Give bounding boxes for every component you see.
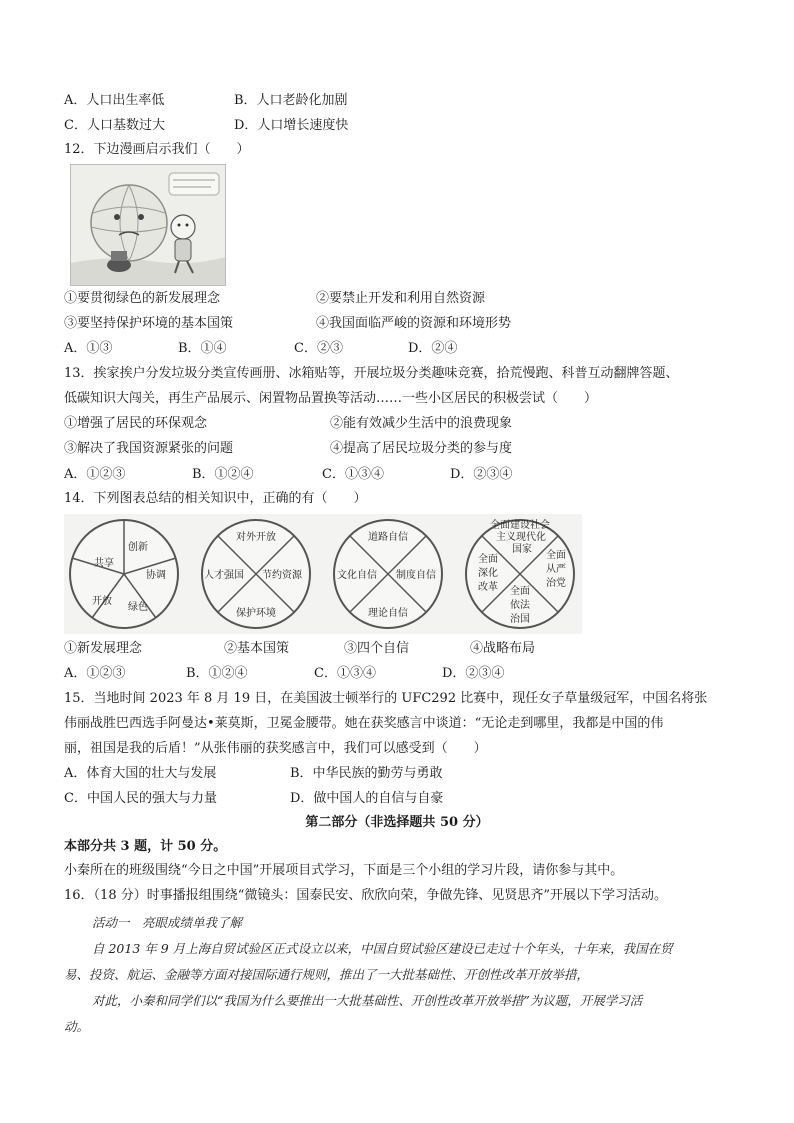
q13-statement-3: ③解决了我国资源紧张的问题 bbox=[64, 441, 234, 456]
q12-statement-1: ①要贯彻绿色的新发展理念 bbox=[64, 291, 221, 306]
q14-caption-3: ③四个自信 bbox=[344, 641, 410, 656]
part2-intro: 小秦所在的班级围绕“今日之中国”开展项目式学习，下面是三个小组的学习片段，请你参与其中。 bbox=[64, 863, 624, 878]
q13-statement-4: ④提高了居民垃圾分类的参与度 bbox=[330, 441, 513, 456]
wheel3-label-2: 文化自信 bbox=[337, 570, 377, 581]
wheel-four-confidences bbox=[334, 520, 442, 628]
wheel4-top-2: 主义现代化 bbox=[496, 532, 546, 543]
q14-option-a: A．①②③ bbox=[64, 666, 126, 681]
q12-statement-3: ③要坚持保护环境的基本国策 bbox=[64, 316, 234, 331]
q15-option-c: C．中国人民的强大与力量 bbox=[64, 791, 217, 806]
q15-option-d: D．做中国人的自信与自豪 bbox=[290, 791, 444, 806]
wheel4-bottom-2: 依法 bbox=[510, 600, 530, 611]
q16-paragraph-2-line-2: 动。 bbox=[64, 1019, 90, 1034]
q14-caption-1: ①新发展理念 bbox=[64, 641, 143, 656]
q11-option-d: D．人口增长速度快 bbox=[234, 118, 349, 133]
wheel2-label-2: 人才强国 bbox=[204, 570, 244, 581]
q15-stem-line-3: 丽，祖国是我的后盾！”从张伟丽的获奖感言中，我们可以感受到（ ） bbox=[64, 741, 487, 756]
q11-option-a: A．人口出生率低 bbox=[64, 93, 165, 108]
q12-option-b: B．①④ bbox=[178, 341, 227, 356]
q12-stem: 12．下边漫画启示我们（ ） bbox=[64, 142, 250, 157]
wheel4-bottom-1: 全面 bbox=[510, 586, 530, 597]
q15-option-a: A．体育大国的壮大与发展 bbox=[64, 766, 217, 781]
q13-statement-1: ①增强了居民的环保观念 bbox=[64, 416, 208, 431]
wheel3-label-4: 理论自信 bbox=[368, 608, 408, 619]
q12-statement-2: ②要禁止开发和利用自然资源 bbox=[316, 291, 486, 306]
q12-option-c: C．②③ bbox=[294, 341, 343, 356]
q12-statement-4: ④我国面临严峻的资源和环境形势 bbox=[316, 316, 512, 331]
wheel2-label-1: 对外开放 bbox=[236, 532, 276, 543]
q15-option-b: B．中华民族的勤劳与勇敢 bbox=[290, 766, 443, 781]
q14-stem: 14．下列图表总结的相关知识中，正确的有（ ） bbox=[64, 491, 367, 506]
q11-option-b: B．人口老龄化加剧 bbox=[234, 93, 348, 108]
wheel2-label-4: 保护环境 bbox=[236, 608, 276, 619]
part2-note: 本部分共 3 题，计 50 分。 bbox=[64, 839, 227, 854]
q14-option-c: C．①③④ bbox=[314, 666, 376, 681]
cartoon-image bbox=[70, 164, 226, 286]
q12-option-a: A．①③ bbox=[64, 341, 113, 356]
q12-option-d: D．②④ bbox=[408, 341, 458, 356]
wheel-strategic-layout bbox=[466, 518, 574, 628]
q13-statement-2: ②能有效减少生活中的浪费现象 bbox=[330, 416, 513, 431]
q16-activity-title: 活动一 亮眼成绩单我了解 bbox=[92, 915, 243, 930]
wheel-new-development-concept bbox=[70, 520, 178, 628]
q16-stem: 16．（18 分）时事播报组围绕“微镜头：国泰民安、欣欣向荣，争做先锋、见贤思齐”开展以下学习活动。 bbox=[64, 888, 668, 903]
wheel3-label-3: 制度自信 bbox=[396, 570, 436, 581]
wheel-basic-national-policy bbox=[202, 520, 310, 628]
q11-option-c: C．人口基数过大 bbox=[64, 118, 165, 133]
wheel4-right-3: 治党 bbox=[546, 578, 566, 589]
q14-caption-4: ④战略布局 bbox=[470, 641, 536, 656]
q14-option-b: B．①②④ bbox=[186, 666, 248, 681]
q13-option-d: D．②③④ bbox=[450, 467, 513, 482]
wheel3-label-1: 道路自信 bbox=[368, 532, 408, 543]
wheel4-right-2: 从严 bbox=[546, 564, 566, 575]
wheel2-label-3: 节约资源 bbox=[262, 570, 302, 581]
q13-option-b: B．①②④ bbox=[192, 467, 254, 482]
q16-paragraph-1-line-1: 自 2013 年 9 月上海自贸试验区正式设立以来，中国自贸试验区建设已走过十个年头，十年来，我国在贸 bbox=[92, 941, 673, 956]
wheel1-label-4: 开放 bbox=[92, 596, 112, 607]
concept-wheels-diagram bbox=[64, 514, 582, 634]
wheel4-top-1: 全面建设社会 bbox=[490, 520, 550, 531]
q13-stem-line-1: 13．挨家挨户分发垃圾分类宣传画册、冰箱贴等，开展垃圾分类趣味竞赛，拾荒慢跑、科普互动翻牌答题、 bbox=[64, 366, 679, 381]
q13-stem-line-2: 低碳知识大闯关，再生产品展示、闲置物品置换等活动……一些小区居民的积极尝试（ ） bbox=[64, 391, 598, 406]
part2-title: 第二部分（非选择题共 50 分） bbox=[305, 815, 489, 830]
wheel4-left-1: 全面 bbox=[478, 554, 498, 565]
wheel1-label-2: 创新 bbox=[128, 542, 148, 553]
wheel1-label-3: 协调 bbox=[146, 570, 166, 581]
q16-paragraph-1-line-2: 易、投资、航运、金融等方面对接国际通行规则，推出了一大批基础性、开创性改革开放举措， bbox=[64, 967, 590, 982]
wheel4-bottom-3: 治国 bbox=[510, 614, 530, 625]
q15-stem-line-1: 15．当地时间 2023 年 8 月 19 日，在美国波士顿举行的 UFC292 比赛中，现任女子草量级冠军，中国名将张 bbox=[64, 691, 708, 706]
wheel1-label-1: 共享 bbox=[94, 558, 114, 569]
q14-caption-2: ②基本国策 bbox=[224, 641, 290, 656]
wheel4-top-3: 国家 bbox=[512, 544, 532, 555]
q14-option-d: D．②③④ bbox=[442, 666, 505, 681]
wheel4-right-1: 全面 bbox=[546, 550, 566, 561]
q16-paragraph-2-line-1: 对此，小秦和同学们以“我国为什么要推出一大批基础性、开创性改革开放举措”为议题，开展学习活 bbox=[92, 993, 643, 1008]
wheel1-label-5: 绿色 bbox=[128, 602, 148, 613]
q13-option-a: A．①②③ bbox=[64, 467, 126, 482]
wheel4-left-2: 深化 bbox=[478, 568, 498, 579]
q15-stem-line-2: 伟丽战胜巴西选手阿曼达•莱莫斯，卫冕金腰带。她在获奖感言中谈道：“无论走到哪里，我都是中国的伟 bbox=[64, 716, 664, 731]
q13-option-c: C．①③④ bbox=[322, 467, 384, 482]
wheel4-left-3: 改革 bbox=[478, 582, 498, 593]
